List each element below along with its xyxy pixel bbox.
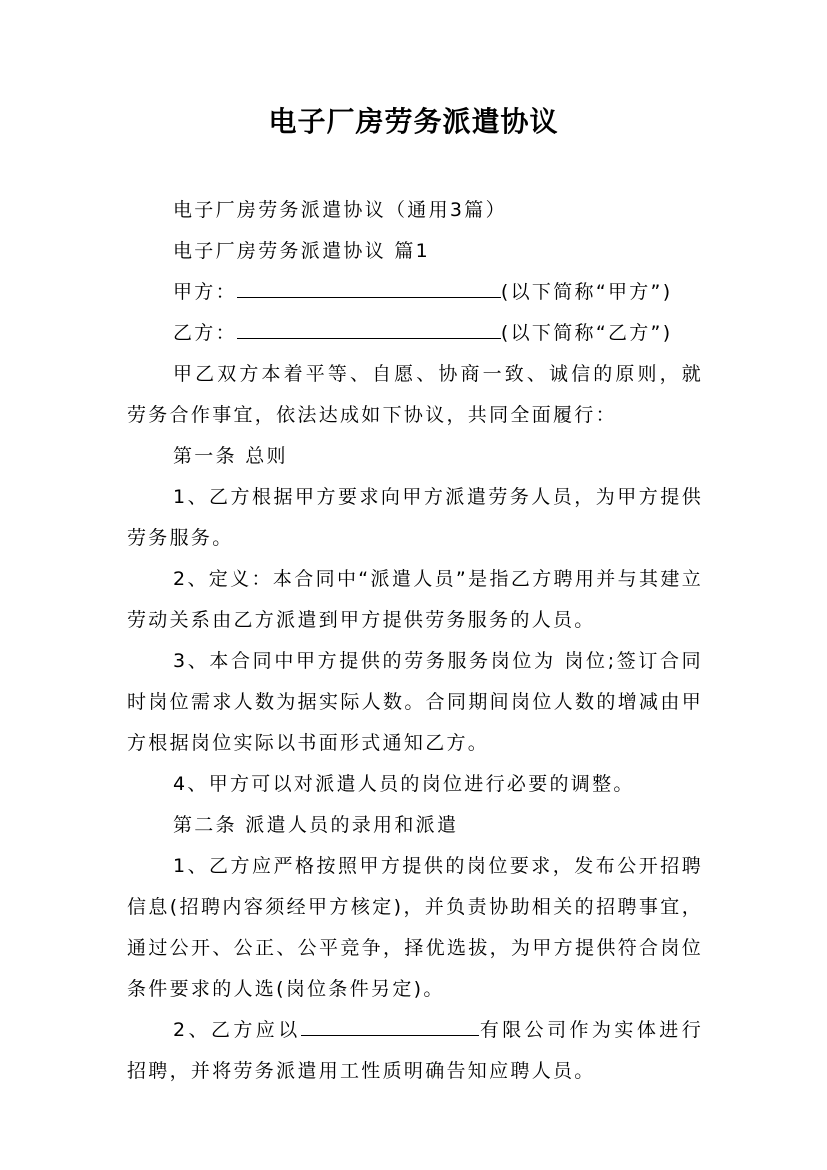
document-title: 电子厂房劳务派遣协议 xyxy=(268,105,559,138)
paragraph-section-heading: 电子厂房劳务派遣协议 篇1 xyxy=(173,240,431,262)
article-1-clause-4: 4、甲方可以对派遣人员的岗位进行必要的调整。 xyxy=(173,773,635,795)
clause-2-suffix: 有限公司作为实体进行招聘，并将劳务派遣用工性质明确告知应聘人员。 xyxy=(127,1019,703,1082)
party-b-blank xyxy=(237,316,501,339)
party-b-suffix: (以下简称“乙方”) xyxy=(500,322,673,344)
party-a-line xyxy=(127,272,703,313)
party-a-blank xyxy=(237,275,501,298)
company-name-blank xyxy=(301,1013,479,1036)
paragraph-preamble: 甲乙双方本着平等、自愿、协商一致、诚信的原则，就劳务合作事宜，依法达成如下协议，共同全面履行： xyxy=(127,363,703,426)
article-1-clause-3: 3、本合同中甲方提供的劳务服务岗位为 岗位;签订合同时岗位需求人数为据实际人数。合同期间岗位人数的增减由甲方根据岗位实际以书面形式通知乙方。 xyxy=(127,650,703,754)
document-body xyxy=(127,190,703,1092)
article-2-clause-1: 1、乙方应严格按照甲方提供的岗位要求，发布公开招聘信息(招聘内容须经甲方核定)，并负责协助相关的招聘事宜，通过公开、公正、公平竞争，择优选拔，为甲方提供符合岗位条件要求的人选(岗位条件另定)。 xyxy=(127,855,703,1000)
article-2-clause-2 xyxy=(127,1010,703,1092)
article-1-clause-2: 2、定义：本合同中“派遣人员”是指乙方聘用并与其建立劳动关系由乙方派遣到甲方提供劳务服务的人员。 xyxy=(127,568,703,631)
clause-2-prefix: 2、乙方应以 xyxy=(173,1019,301,1041)
party-b-line xyxy=(127,313,703,354)
article-2-heading: 第二条 派遣人员的录用和派遣 xyxy=(173,814,459,836)
article-1-clause-1: 1、乙方根据甲方要求向甲方派遣劳务人员，为甲方提供劳务服务。 xyxy=(127,486,703,549)
party-a-label: 甲方： xyxy=(173,281,237,303)
party-b-label: 乙方： xyxy=(173,322,237,344)
party-a-suffix: (以下简称“甲方”) xyxy=(500,281,673,303)
paragraph-subtitle: 电子厂房劳务派遣协议（通用3篇） xyxy=(173,199,507,221)
article-1-heading: 第一条 总则 xyxy=(173,445,288,467)
